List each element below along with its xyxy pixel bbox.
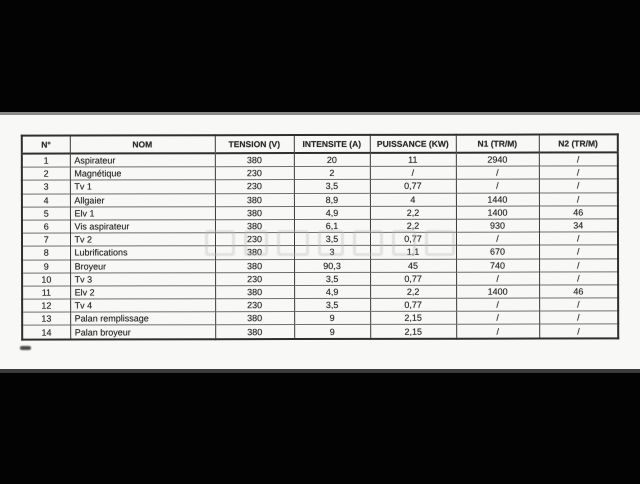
value-cell: 2,2 [370, 219, 456, 232]
column-header: N° [22, 136, 70, 154]
value-cell: 1440 [456, 193, 539, 206]
value-cell: 930 [456, 219, 539, 232]
scan-artifact [20, 346, 31, 350]
value-cell: 2,2 [370, 285, 456, 298]
value-cell: / [456, 179, 539, 192]
value-cell: 46 [539, 206, 618, 219]
value-cell: 380 [215, 193, 294, 206]
value-cell: 9 [294, 325, 370, 339]
row-number-cell: 4 [22, 194, 70, 207]
table-row [22, 232, 618, 246]
value-cell: 230 [215, 299, 294, 312]
nom-cell: Vis aspirateur [70, 220, 215, 233]
nom-cell: Tv 2 [70, 233, 215, 246]
value-cell: 670 [456, 245, 539, 258]
table-row [22, 152, 618, 167]
value-cell: 0,77 [370, 232, 456, 245]
value-cell: 4,9 [294, 206, 370, 219]
value-cell: / [539, 152, 618, 166]
column-header: TENSION (V) [215, 135, 294, 153]
value-cell: / [456, 232, 539, 245]
value-cell: / [456, 272, 539, 285]
value-cell: 230 [215, 272, 294, 285]
row-number-cell: 12 [22, 299, 70, 312]
value-cell: / [539, 298, 618, 311]
value-cell: 34 [539, 219, 618, 232]
value-cell: 90,3 [294, 259, 370, 272]
column-header: NOM [70, 135, 215, 153]
nom-cell: Broyeur [70, 259, 215, 272]
value-cell: / [456, 311, 539, 324]
value-cell: 0,77 [370, 180, 456, 193]
table-header [22, 134, 618, 153]
value-cell: 380 [215, 259, 294, 272]
value-cell: 2,15 [370, 325, 456, 339]
column-header: INTENSITE (A) [294, 135, 370, 153]
row-number-cell: 6 [22, 220, 70, 233]
equipment-table [21, 133, 619, 340]
value-cell: 380 [215, 206, 294, 219]
value-cell: 6,1 [294, 219, 370, 232]
value-cell: 3,5 [294, 233, 370, 246]
value-cell: 2 [294, 167, 370, 180]
value-cell: 3,5 [294, 298, 370, 311]
row-number-cell: 13 [22, 312, 70, 325]
value-cell: 3,5 [294, 180, 370, 193]
value-cell: 11 [370, 153, 456, 167]
value-cell: / [370, 166, 456, 179]
row-number-cell: 8 [22, 246, 70, 259]
nom-cell: Elv 1 [70, 206, 215, 219]
row-number-cell: 14 [22, 325, 70, 339]
table-row [22, 245, 618, 259]
nom-cell: Lubrifications [70, 246, 215, 259]
value-cell: 380 [215, 246, 294, 259]
value-cell: 380 [215, 153, 294, 167]
value-cell: / [539, 258, 618, 271]
table-row [22, 298, 618, 312]
row-number-cell: 10 [22, 273, 70, 286]
table-row [22, 311, 618, 325]
column-header: N2 (TR/M) [539, 134, 618, 152]
table-row [22, 192, 618, 206]
value-cell: 0,77 [370, 298, 456, 311]
value-cell: 230 [215, 167, 294, 180]
value-cell: / [456, 324, 539, 338]
nom-cell: Palan remplissage [70, 312, 215, 325]
value-cell: 3 [294, 246, 370, 259]
value-cell: 1400 [456, 206, 539, 219]
table-body [22, 152, 618, 339]
row-number-cell: 3 [22, 180, 70, 193]
table-row [22, 166, 618, 180]
value-cell: 2,15 [370, 311, 456, 324]
value-cell: / [539, 324, 618, 338]
table-row [22, 272, 618, 286]
row-number-cell: 1 [22, 154, 70, 168]
value-cell: / [539, 272, 618, 285]
table-row [22, 219, 618, 233]
table-row [22, 179, 618, 193]
table-row [22, 285, 618, 299]
nom-cell: Tv 3 [70, 272, 215, 285]
value-cell: 740 [456, 259, 539, 272]
value-cell: / [539, 179, 618, 192]
value-cell: / [539, 192, 618, 205]
value-cell: 380 [215, 312, 294, 325]
value-cell: 380 [215, 219, 294, 232]
value-cell: 380 [215, 285, 294, 298]
scanned-document-page [0, 115, 640, 369]
column-header: N1 (TR/M) [456, 135, 539, 153]
value-cell: 20 [294, 153, 370, 167]
header-row [22, 134, 618, 153]
table-row [22, 206, 618, 220]
value-cell: 46 [539, 285, 618, 298]
nom-cell: Palan broyeur [70, 325, 215, 339]
letterbox-top-bar [0, 0, 640, 115]
value-cell: 45 [370, 259, 456, 272]
value-cell: / [539, 245, 618, 258]
nom-cell: Aspirateur [70, 153, 215, 167]
value-cell: 230 [215, 180, 294, 193]
value-cell: 2,2 [370, 206, 456, 219]
value-cell: 9 [294, 312, 370, 325]
row-number-cell: 11 [22, 286, 70, 299]
row-number-cell: 5 [22, 207, 70, 220]
value-cell: 2940 [456, 153, 539, 167]
value-cell: 8,9 [294, 193, 370, 206]
nom-cell: Allgaier [70, 193, 215, 206]
column-header: PUISSANCE (KW) [370, 135, 456, 153]
value-cell: 4 [370, 193, 456, 206]
value-cell: 1,1 [370, 246, 456, 259]
table-row [22, 258, 618, 272]
letterbox-bottom-bar [0, 369, 640, 484]
value-cell: 380 [215, 325, 294, 339]
value-cell: 3,5 [294, 272, 370, 285]
row-number-cell: 2 [22, 167, 70, 180]
table-row [22, 324, 618, 339]
value-cell: / [539, 311, 618, 324]
value-cell: / [539, 232, 618, 245]
nom-cell: Magnétique [70, 167, 215, 180]
nom-cell: Elv 2 [70, 286, 215, 299]
value-cell: / [539, 166, 618, 179]
value-cell: 4,9 [294, 285, 370, 298]
row-number-cell: 9 [22, 260, 70, 273]
value-cell: 230 [215, 233, 294, 246]
value-cell: 0,77 [370, 272, 456, 285]
value-cell: 1400 [456, 285, 539, 298]
row-number-cell: 7 [22, 233, 70, 246]
value-cell: / [456, 298, 539, 311]
nom-cell: Tv 1 [70, 180, 215, 193]
nom-cell: Tv 4 [70, 299, 215, 312]
value-cell: / [456, 166, 539, 179]
